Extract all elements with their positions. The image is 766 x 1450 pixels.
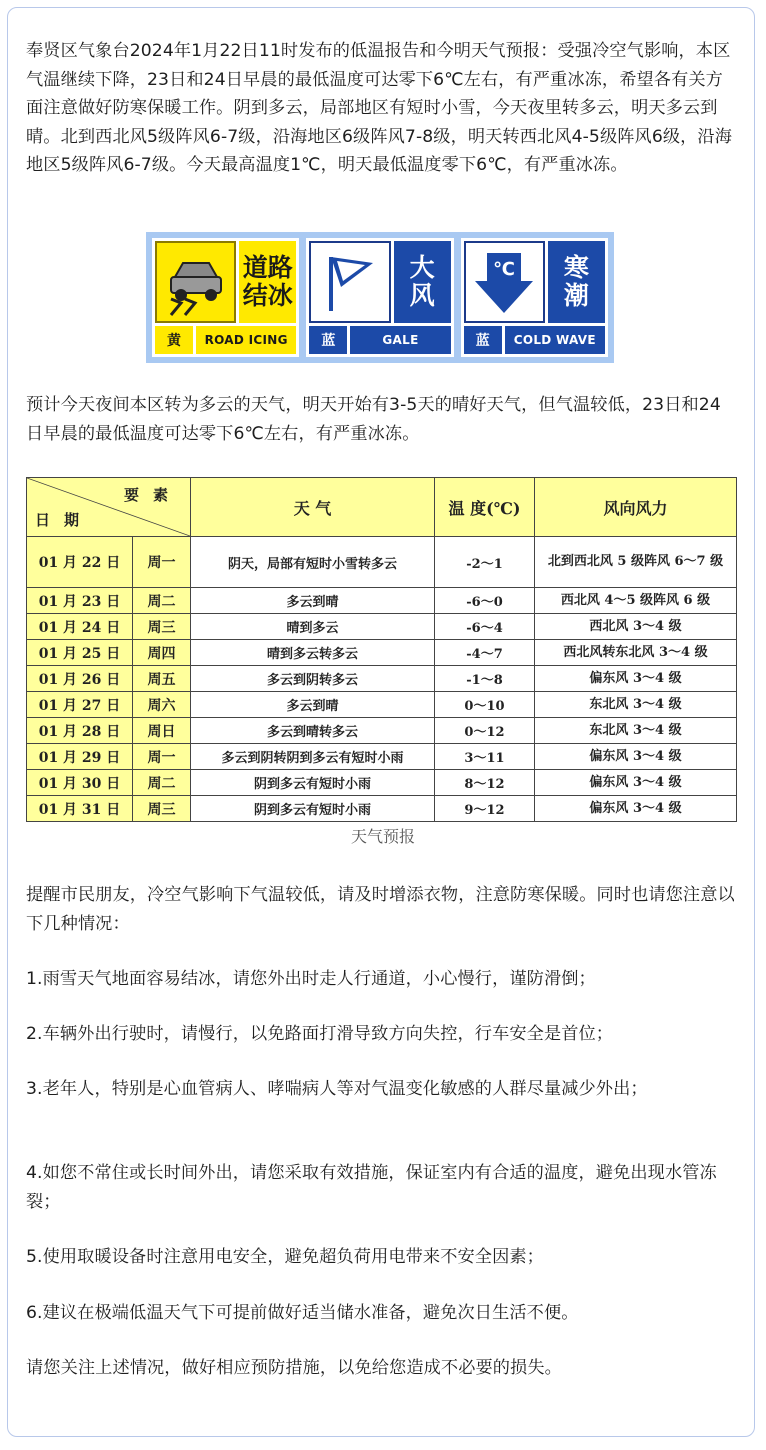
signal-level: 黄 xyxy=(155,326,193,354)
table-header-row xyxy=(27,478,737,537)
weather-cell: 多云到晴转多云 xyxy=(191,718,435,744)
signal-title-line: 潮 xyxy=(563,281,589,310)
wind-cell: 偏东风 3～4 级 xyxy=(535,666,737,692)
wind-cell: 西北风转东北风 3～4 级 xyxy=(535,640,737,666)
intro-paragraph: 奉贤区气象台2024年1月22日11时发布的低温报告和今明天气预报：受强冷空气影响，本区气温继续下降，23日和24日早晨的最低温度可达零下6℃左右，有严重冰冻，希望各有关方面注意做好防寒保暖工作。阴到多云，局部地区有短时小雪，今天夜里转多云，明天多云到晴。北到西北风5级阵风6-7级，沿海地区6级阵风7-8级，明天转西北风4-5级阵风6级，沿海地区5级阵风6-7级。今天最高温度1℃，明天最低温度零下6℃，有严重冰冻。 xyxy=(26,41,733,175)
date-cell: 01 月 26 日 xyxy=(27,666,133,692)
header-date-label: 日期 xyxy=(35,511,94,529)
weather-cell: 阴天，局部有短时小雪转多云 xyxy=(191,537,435,588)
warning-signals xyxy=(146,232,614,363)
signal-title-line: 大 xyxy=(409,253,435,282)
reminder-paragraph: 提醒市民朋友，冷空气影响下气温较低，请及时增添衣物，注意防寒保暖。同时也请您注意以下几种情况： xyxy=(26,885,735,934)
header-temperature: 温 度(℃) xyxy=(435,478,535,537)
weather-cell: 多云到晴 xyxy=(191,692,435,718)
weekday-cell: 周三 xyxy=(133,614,191,640)
header-elements-label: 要素 xyxy=(123,486,182,504)
table-row xyxy=(27,537,737,588)
car-skid-icon xyxy=(155,241,236,323)
table-row xyxy=(27,614,737,640)
header-diagonal-cell xyxy=(27,478,191,537)
table-caption: 天气预报 xyxy=(350,827,415,846)
wind-cell: 偏东风 3～4 级 xyxy=(535,744,737,770)
signal-title xyxy=(548,241,605,323)
weekday-cell: 周一 xyxy=(133,744,191,770)
table-row xyxy=(27,666,737,692)
tip-item: 1.雨雪天气地面容易结冰，请您外出时走人行通道，小心慢行，谨防滑倒； xyxy=(26,969,596,989)
table-row xyxy=(27,770,737,796)
tip-item: 2.车辆外出行驶时，请慢行，以免路面打滑导致方向失控，行车安全是首位； xyxy=(26,1024,614,1044)
weather-cell: 阴到多云有短时小雨 xyxy=(191,770,435,796)
signal-title-line: 结冰 xyxy=(242,281,293,310)
date-cell: 01 月 29 日 xyxy=(27,744,133,770)
wind-flag-icon xyxy=(309,241,390,323)
table-row xyxy=(27,692,737,718)
tip-item: 4.如您不常住或长时间外出，请您采取有效措施，保证室内有合适的温度，避免出现水管冻裂； xyxy=(26,1163,717,1212)
weather-cell: 多云到阴转多云 xyxy=(191,666,435,692)
date-cell: 01 月 31 日 xyxy=(27,796,133,822)
wind-cell: 西北风 4～5 级阵风 6 级 xyxy=(535,588,737,614)
date-cell: 01 月 27 日 xyxy=(27,692,133,718)
table-row xyxy=(27,744,737,770)
date-cell: 01 月 30 日 xyxy=(27,770,133,796)
temperature-cell: 0～10 xyxy=(435,692,535,718)
tip-item: 5.使用取暖设备时注意用电安全，避免超负荷用电带来不安全因素； xyxy=(26,1247,544,1267)
temperature-cell: 9～12 xyxy=(435,796,535,822)
table-row xyxy=(27,640,737,666)
wind-cell: 西北风 3～4 级 xyxy=(535,614,737,640)
weather-cell: 晴到多云 xyxy=(191,614,435,640)
weather-cell: 晴到多云转多云 xyxy=(191,640,435,666)
signal-title-line: 道路 xyxy=(242,253,293,282)
wind-cell: 偏东风 3～4 级 xyxy=(535,770,737,796)
cold-wave-signal xyxy=(461,238,608,357)
road-icing-signal xyxy=(152,238,299,357)
weather-cell: 多云到阴转阴到多云有短时小雨 xyxy=(191,744,435,770)
wind-cell: 东北风 3～4 级 xyxy=(535,718,737,744)
temperature-cell: 3～11 xyxy=(435,744,535,770)
weekday-cell: 周日 xyxy=(133,718,191,744)
signal-level: 蓝 xyxy=(464,326,502,354)
wind-cell: 北到西北风 5 级阵风 6～7 级 xyxy=(535,537,737,588)
weekday-cell: 周一 xyxy=(133,537,191,588)
tip-item: 3.老年人，特别是心血管病人、哮喘病人等对气温变化敏感的人群尽量减少外出； xyxy=(26,1079,648,1099)
table-row xyxy=(27,796,737,822)
weekday-cell: 周四 xyxy=(133,640,191,666)
weekday-cell: 周五 xyxy=(133,666,191,692)
closing-paragraph: 请您关注上述情况，做好相应预防措施，以免给您造成不必要的损失。 xyxy=(26,1358,562,1378)
temperature-cell: -6～0 xyxy=(435,588,535,614)
signal-level: 蓝 xyxy=(309,326,347,354)
signal-title xyxy=(239,241,296,323)
signal-title-line: 风 xyxy=(409,281,435,310)
temperature-cell: -6～4 xyxy=(435,614,535,640)
tip-item: 6.建议在极端低温天气下可提前做好适当储水准备，避免次日生活不便。 xyxy=(26,1303,579,1323)
date-cell: 01 月 23 日 xyxy=(27,588,133,614)
temperature-cell: 0～12 xyxy=(435,718,535,744)
temperature-cell: 8～12 xyxy=(435,770,535,796)
table-row xyxy=(27,718,737,744)
weather-cell: 多云到晴 xyxy=(191,588,435,614)
temperature-cell: -1～8 xyxy=(435,666,535,692)
forecast-table xyxy=(26,477,737,822)
signal-english: ROAD ICING xyxy=(196,326,296,354)
header-weather: 天 气 xyxy=(191,478,435,537)
weekday-cell: 周二 xyxy=(133,588,191,614)
outlook-paragraph: 预计今天夜间本区转为多云的天气，明天开始有3-5天的晴好天气，但气温较低，23日和24日早晨的最低温度可达零下6℃左右，有严重冰冻。 xyxy=(26,395,721,444)
signal-english: COLD WAVE xyxy=(505,326,605,354)
temperature-cell: -2～1 xyxy=(435,537,535,588)
weekday-cell: 周六 xyxy=(133,692,191,718)
weather-cell: 阴到多云有短时小雨 xyxy=(191,796,435,822)
temperature-cell: -4～7 xyxy=(435,640,535,666)
weekday-cell: 周二 xyxy=(133,770,191,796)
table-row xyxy=(27,588,737,614)
wind-cell: 东北风 3～4 级 xyxy=(535,692,737,718)
signal-title xyxy=(394,241,451,323)
weekday-cell: 周三 xyxy=(133,796,191,822)
signal-english: GALE xyxy=(350,326,450,354)
signal-title-line: 寒 xyxy=(563,253,589,282)
celsius-symbol: ℃ xyxy=(493,259,516,280)
date-cell: 01 月 28 日 xyxy=(27,718,133,744)
date-cell: 01 月 22 日 xyxy=(27,537,133,588)
date-cell: 01 月 25 日 xyxy=(27,640,133,666)
header-wind: 风向风力 xyxy=(535,478,737,537)
wind-cell: 偏东风 3～4 级 xyxy=(535,796,737,822)
gale-signal xyxy=(306,238,453,357)
down-arrow-celsius-icon xyxy=(464,241,545,323)
date-cell: 01 月 24 日 xyxy=(27,614,133,640)
